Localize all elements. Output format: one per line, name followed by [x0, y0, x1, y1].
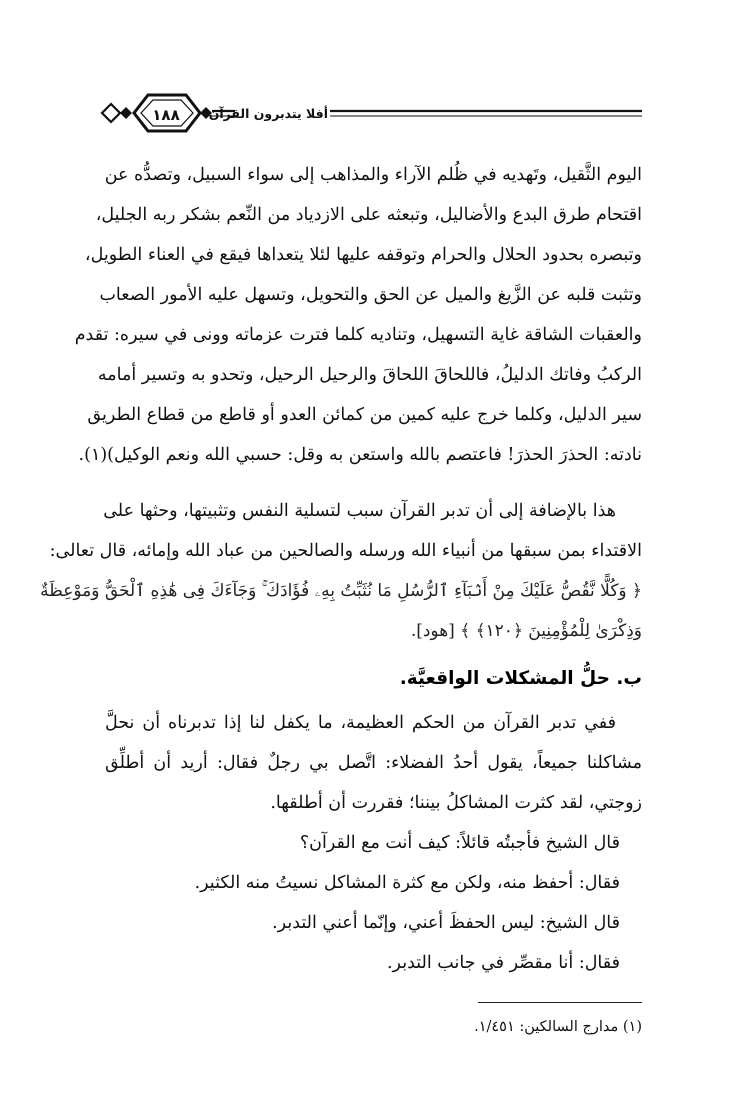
- text-line: سير الدليل، وكلما خرج عليه كمين من كمائن العدو أو قاطع من قطاع الطريق: [87, 405, 642, 425]
- page-number: ١٨٨: [152, 106, 180, 124]
- text-line: اقتحام طرق البدع والأضاليل، وتبعثه على الازدياد من النِّعم بشكر ربه الجليل،: [95, 205, 642, 225]
- text-line: وتبصره بحدود الحلال والحرام وتوقفه عليها لئلا يتعداها فيقع في العناء الطويل،: [84, 245, 642, 265]
- quran-verse-line: وَذِكْرَىٰ لِلْمُؤْمِنِينَ ﴿١٢٠﴾ ﴾ [هود].: [410, 621, 642, 641]
- text-line: والعقبات الشاقة غاية التسهيل، وتناديه كلما فترت عزماته وونى في سيره: تقدم: [74, 325, 642, 345]
- footnote: (١) مدارج السالكين: ١/٤٥١.: [474, 1019, 642, 1035]
- footnote-separator: [478, 1002, 642, 1003]
- paragraph-2: [40, 491, 642, 651]
- text-line: ففي تدبر القرآن من الحكم العظيمة، ما يكفل لنا إذا تدبرناه أن نحلَّ: [105, 713, 616, 733]
- running-title: أفلا يتدبرون القرآن: [235, 103, 328, 125]
- paragraph-1: [74, 155, 642, 475]
- paragraph-3: [105, 703, 642, 983]
- text-line: الركبُ وفاتك الدليلُ، فاللحاقَ اللحاقَ والرحيل الرحيل، وتحدو به وتسير أمامه: [97, 365, 642, 385]
- dialogue-line: قال الشيخ: ليس الحفظَ أعني، وإنّما أعني التدبر.: [272, 913, 620, 933]
- quran-verse-line: ﴿ وَكُلًّا نَّقُصُّ عَلَيْكَ مِنْ أَنۢبَآءِ ٱلرُّسُلِ مَا نُثَبِّتُ بِهِۦ فُؤَادَكَ ۚ وَجَآءَكَ فِى هَٰذِهِ ٱلْحَقُّ وَمَوْعِظَةٌ: [40, 581, 642, 601]
- text-line: وتثبت قلبه عن الزَّيغ والميل عن الحق والتحويل، وتسهل عليه الأمور الصعاب: [99, 285, 642, 305]
- dialogue-line: فقال: أنا مقصِّر في جانب التدبر.: [386, 953, 620, 973]
- text-line: اليوم الثَّقيل، وتَهديه في ظُلم الآراء والمذاهب إلى سواء السبيل، وتصدُّه عن: [104, 165, 642, 185]
- text-line: الاقتداء بمن سبقها من أنبياء الله ورسله والصالحين من عباد الله وإمائه، قال تعالى:: [49, 541, 642, 561]
- section-heading: ب. حلُّ المشكلات الواقعيَّة.: [399, 668, 642, 689]
- text-line: مشاكلنا جميعاً، يقول أحدُ الفضلاء: اتَّصل بي رجلٌ فقال: أريد أن أطلِّق: [105, 753, 642, 773]
- text-line: نادته: الحذرَ الحذرَ! فاعتصم بالله واستعن به وقل: حسبي الله ونعم الوكيل)(١).: [78, 445, 642, 465]
- dialogue-line: قال الشيخ فأجبتُه قائلاً: كيف أنت مع القرآن؟: [299, 833, 620, 853]
- dialogue-line: فقال: أحفظ منه، ولكن مع كثرة المشاكل نسيتُ منه الكثير.: [194, 873, 620, 893]
- page-header: [100, 92, 650, 138]
- text-line: زوجتي، لقد كثرت المشاكلُ بيننا؛ فقررت أن أطلقها.: [270, 793, 642, 813]
- text-line: هذا بالإضافة إلى أن تدبر القرآن سبب لتسلية النفس وتثبيتها، وحثها على: [103, 501, 616, 521]
